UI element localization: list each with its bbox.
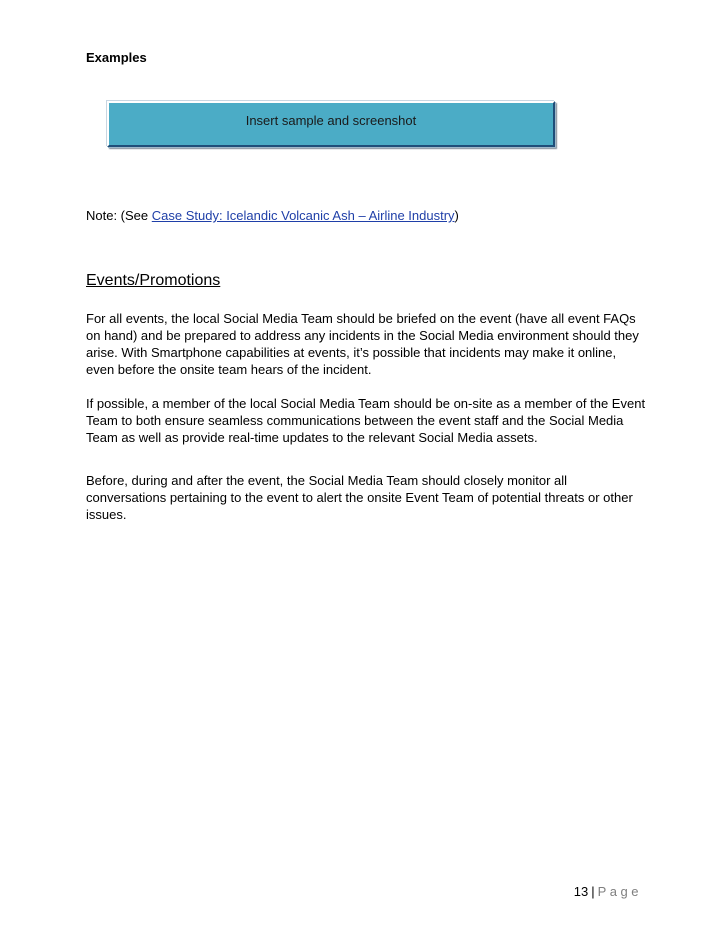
paragraph-monitoring: Before, during and after the event, the Social Media Team should closely monitor all conversations pertaining to the event to alert the onsite Event Team of potential threats or other issues.	[86, 473, 633, 522]
page-number: 13	[573, 884, 589, 899]
paragraph-onsite-member: If possible, a member of the local Social Media Team should be on-site as a member of the Event Team to both ensure seamless communications between the event staff and the Social Media Team as well as provide real-time updates to the relevant Social Media assets.	[86, 396, 646, 445]
footer-separator: |	[591, 884, 595, 899]
note-prefix: Note: (See	[86, 208, 152, 223]
sample-placeholder-box	[107, 101, 555, 147]
note-suffix: )	[454, 208, 459, 223]
note-line	[86, 208, 459, 223]
examples-heading: Examples	[86, 50, 147, 65]
paragraph-briefing: For all events, the local Social Media Team should be briefed on the event (have all event FAQs on hand) and be prepared to address any incidents in the Social Media environment should they arise. With Smartphone capabilities at events, it’s possible that incidents may make it online, even before the onsite team hears of the incident.	[86, 311, 639, 377]
page-footer	[540, 884, 642, 899]
page-word: Page	[597, 884, 642, 899]
case-study-link[interactable]: Case Study: Icelandic Volcanic Ash – Airline Industry	[151, 208, 455, 223]
sample-placeholder-label: Insert sample and screenshot	[245, 113, 417, 128]
section-heading-events-promotions: Events/Promotions	[86, 272, 221, 289]
